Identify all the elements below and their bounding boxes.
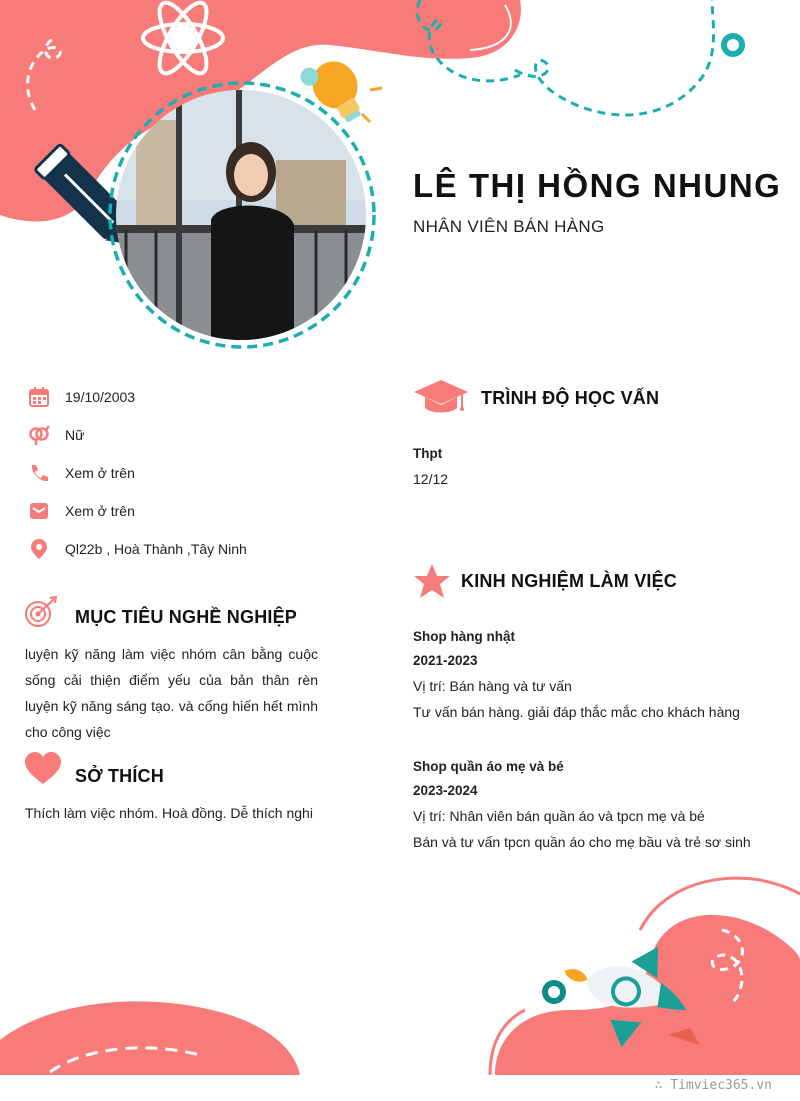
experience-title: KINH NGHIỆM LÀM VIỆC — [461, 571, 678, 591]
education-school: Thpt — [413, 446, 443, 461]
job-company: Shop quần áo mẹ và bé — [413, 759, 564, 774]
star-icon — [413, 563, 451, 599]
job-period: 2023-2024 — [413, 783, 478, 798]
profile-photo — [116, 90, 366, 340]
phone-icon — [28, 462, 50, 484]
candidate-name: LÊ THỊ HỒNG NHUNG — [413, 167, 782, 204]
job-company: Shop hàng nhật — [413, 629, 515, 644]
gender-text: Nữ — [65, 427, 85, 443]
hobbies-title: SỞ THÍCH — [75, 766, 164, 786]
birthday-text: 19/10/2003 — [65, 389, 136, 405]
email-icon — [28, 500, 50, 522]
hobbies-text: Thích làm việc nhóm. Hoà đồng. Dễ thích nghi — [25, 805, 313, 821]
job-period: 2021-2023 — [413, 653, 478, 668]
bottom-left-blob — [0, 1001, 300, 1075]
target-icon — [24, 596, 58, 630]
phone-text: Xem ở trên — [65, 465, 135, 481]
contact-phone — [28, 462, 135, 484]
objective-text: luyện kỹ năng làm việc nhóm cân bằng cuộc sống cải thiện điểm yếu của bản thân rèn luyện kỹ năng sáng tạo. và cống hiến hết mình cho công việc — [25, 646, 318, 740]
watermark-brand: ∴ Timviec365.vn — [654, 1078, 772, 1093]
graduation-cap-icon — [413, 378, 469, 416]
objective-title: MỤC TIÊU NGHỀ NGHIỆP — [75, 607, 298, 627]
heart-icon — [24, 752, 62, 786]
education-detail: 12/12 — [413, 471, 449, 487]
job-position: Vị trí: Bán hàng và tư vấn — [413, 678, 572, 694]
contact-address — [28, 538, 247, 560]
job-position: Vị trí: Nhân viên bán quần áo và tpcn mẹ và bé — [413, 808, 705, 824]
job-description: Tư vấn bán hàng. giải đáp thắc mắc cho khách hàng — [413, 704, 740, 720]
candidate-role: NHÂN VIÊN BÁN HÀNG — [413, 217, 605, 236]
location-icon — [28, 538, 50, 560]
email-text: Xem ở trên — [65, 503, 135, 519]
contact-gender — [28, 424, 85, 446]
education-title: TRÌNH ĐỘ HỌC VẤN — [481, 388, 660, 408]
contact-birthday — [28, 386, 136, 408]
address-text: Ql22b , Hoà Thành ,Tây Ninh — [65, 541, 247, 557]
ring-icon — [724, 36, 742, 54]
gender-icon — [28, 424, 50, 446]
job-description: Bán và tư vấn tpcn quần áo cho mẹ bầu và trẻ sơ sinh — [413, 834, 751, 850]
contact-email — [28, 500, 135, 522]
calendar-icon — [28, 386, 50, 408]
